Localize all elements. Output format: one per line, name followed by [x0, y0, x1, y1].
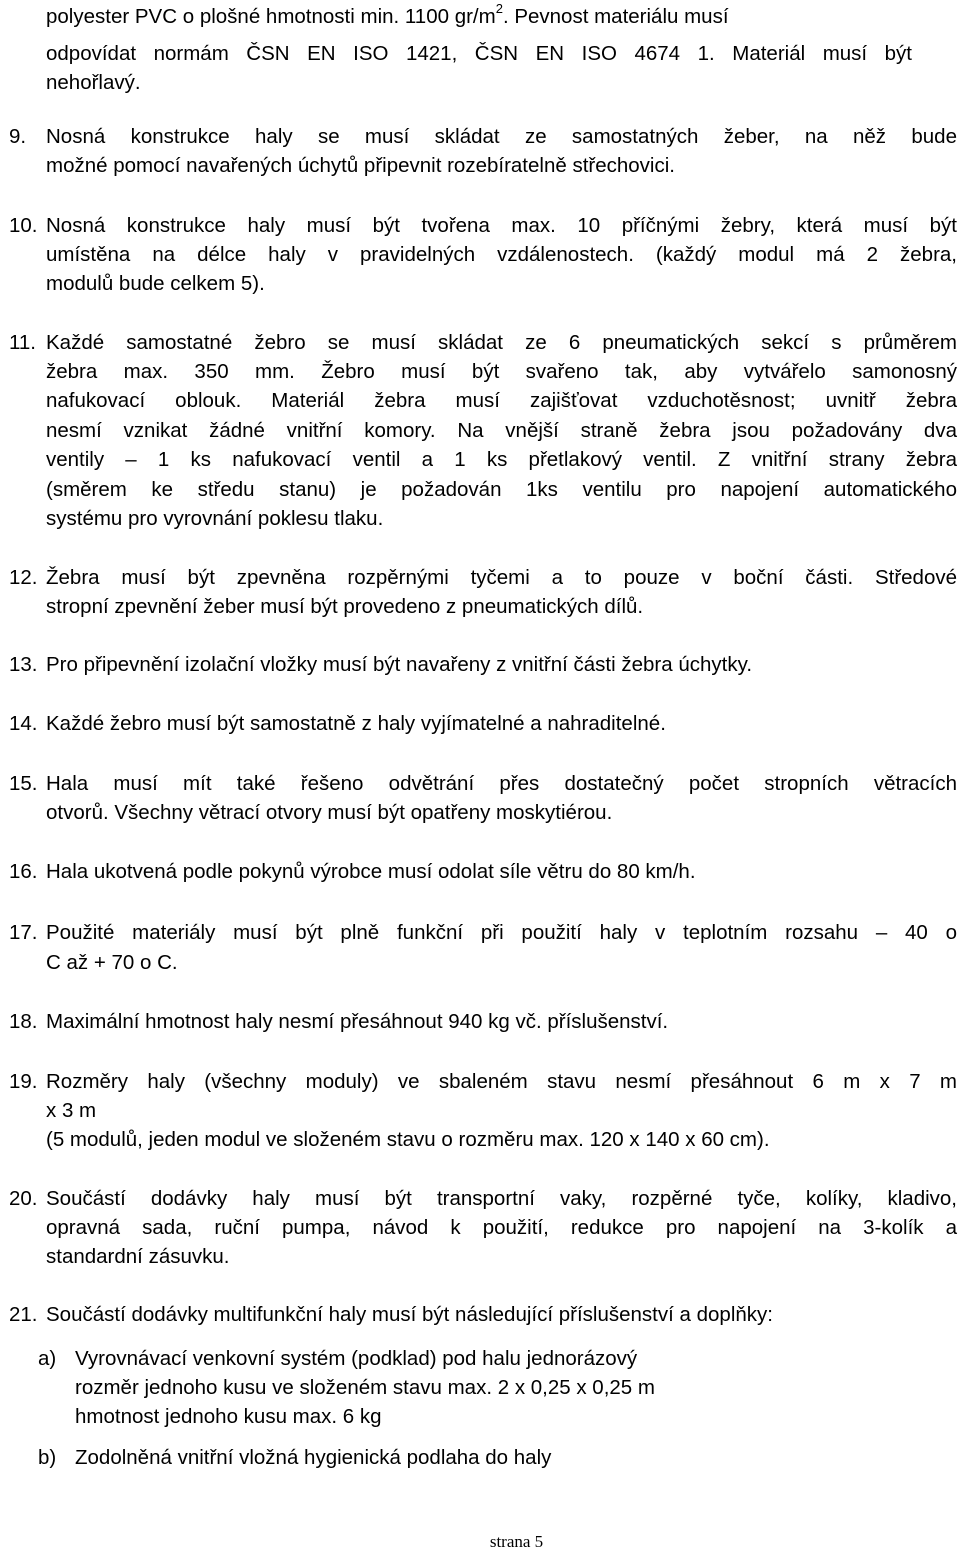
item-number: 9. — [9, 125, 27, 148]
item-line: Rozměry haly (všechny moduly) ve sbaleném stavu nesmí přesáhnout 6 m x 7 m — [46, 1070, 957, 1093]
item-line: žebra max. 350 mm. Žebro musí být svařeno tak, aby vytvářelo samonosný — [46, 360, 957, 383]
item-number: 18. — [9, 1010, 38, 1033]
item-number: 19. — [9, 1070, 38, 1093]
item-line: standardní zásuvku. — [46, 1245, 230, 1268]
sub-item-line: Zodolněná vnitřní vložná hygienická podlaha do haly — [75, 1446, 552, 1469]
item-number: 13. — [9, 653, 38, 676]
item-line: Nosná konstrukce haly musí být tvořena max. 10 příčnými žebry, která musí být — [46, 214, 957, 237]
item-line: (směrem ke středu stanu) je požadován 1ks ventilu pro napojení automatického — [46, 478, 957, 501]
sub-item-line: rozměr jednoho kusu ve složeném stavu max. 2 x 0,25 x 0,25 m — [75, 1376, 655, 1399]
sub-item-label: a) — [38, 1347, 57, 1370]
item-line: otvorů. Všechny větrací otvory musí být opatřeny moskytiérou. — [46, 801, 613, 824]
item-number: 16. — [9, 860, 38, 883]
sub-item-line: hmotnost jednoho kusu max. 6 kg — [75, 1405, 382, 1428]
item-number: 11. — [9, 331, 36, 354]
sub-item-line: Vyrovnávací venkovní systém (podklad) pod halu jednorázový — [75, 1347, 638, 1370]
sub-item-label: b) — [38, 1446, 57, 1469]
intro-line-1: polyester PVC o plošné hmotnosti min. 1100 $gr/m^2$. Pevnost materiálu musí — [46, 1, 729, 28]
item-line: Použité materiály musí být plně funkční při použití haly v teplotním rozsahu – 40 o — [46, 921, 957, 944]
item-line: Nosná konstrukce haly se musí skládat ze samostatných žeber, na něž bude — [46, 125, 957, 148]
item-line: nafukovací oblouk. Materiál žebra musí zajišťovat vzduchotěsnost; uvnitř žebra — [46, 389, 957, 412]
item-number: 15. — [9, 772, 38, 795]
item-line: systému pro vyrovnání poklesu tlaku. — [46, 507, 384, 530]
item-line: Maximální hmotnost haly nesmí přesáhnout 940 kg vč. příslušenství. — [46, 1010, 669, 1033]
item-number: 21. — [9, 1303, 38, 1326]
item-number: 12. — [9, 566, 38, 589]
item-line: stropní zpevnění žeber musí být provedeno z pneumatických dílů. — [46, 595, 644, 618]
item-number: 17. — [9, 921, 38, 944]
page-number: strana 5 — [489, 1532, 544, 1551]
intro-line-3: nehořlavý. — [46, 71, 141, 94]
item-line: (5 modulů, jeden modul ve složeném stavu o rozměru max. 120 x 140 x 60 cm). — [46, 1128, 770, 1151]
item-line: možné pomocí navařených úchytů připevnit rozebíratelně střechovici. — [46, 154, 675, 177]
item-line: Součástí dodávky haly musí být transportní vaky, rozpěrné tyče, kolíky, kladivo, — [46, 1187, 957, 1210]
item-line: modulů bude celkem 5). — [46, 272, 265, 295]
item-line: Hala musí mít také řešeno odvětrání přes dostatečný počet stropních větracích — [46, 772, 957, 795]
item-number: 10. — [9, 214, 38, 237]
item-line: Každé samostatné žebro se musí skládat ze 6 pneumatických sekcí s průměrem — [46, 331, 957, 354]
item-line: ventily – 1 ks nafukovací ventil a 1 ks přetlakový ventil. Z vnitřní strany žebra — [46, 448, 957, 471]
item-line: Pro připevnění izolační vložky musí být navařeny z vnitřní části žebra úchytky. — [46, 653, 753, 676]
item-line: Součástí dodávky multifunkční haly musí být následující příslušenství a doplňky: — [46, 1303, 773, 1326]
item-number: 20. — [9, 1187, 38, 1210]
item-line: opravná sada, ruční pumpa, návod k použití, redukce pro napojení na 3-kolík a — [46, 1216, 957, 1239]
item-line: Každé žebro musí být samostatně z haly vyjímatelné a nahraditelné. — [46, 712, 666, 735]
item-line: Hala ukotvená podle pokynů výrobce musí odolat síle větru do 80 km/h. — [46, 860, 696, 883]
item-line: C až + 70 o C. — [46, 951, 178, 974]
item-line: nesmí vznikat žádné vnitřní komory. Na vnější straně žebra jsou požadovány dva — [46, 419, 957, 442]
item-line: x 3 m — [46, 1099, 97, 1122]
intro-line-2: odpovídat normám ČSN EN ISO 1421, ČSN EN ISO 4674 1. Materiál musí být — [46, 42, 912, 65]
item-number: 14. — [9, 712, 38, 735]
item-line: umístěna na délce haly v pravidelných vzdálenostech. (každý modul má 2 žebra, — [46, 243, 957, 266]
item-line: Žebra musí být zpevněna rozpěrnými tyčemi a to pouze v boční části. Středové — [46, 566, 957, 589]
